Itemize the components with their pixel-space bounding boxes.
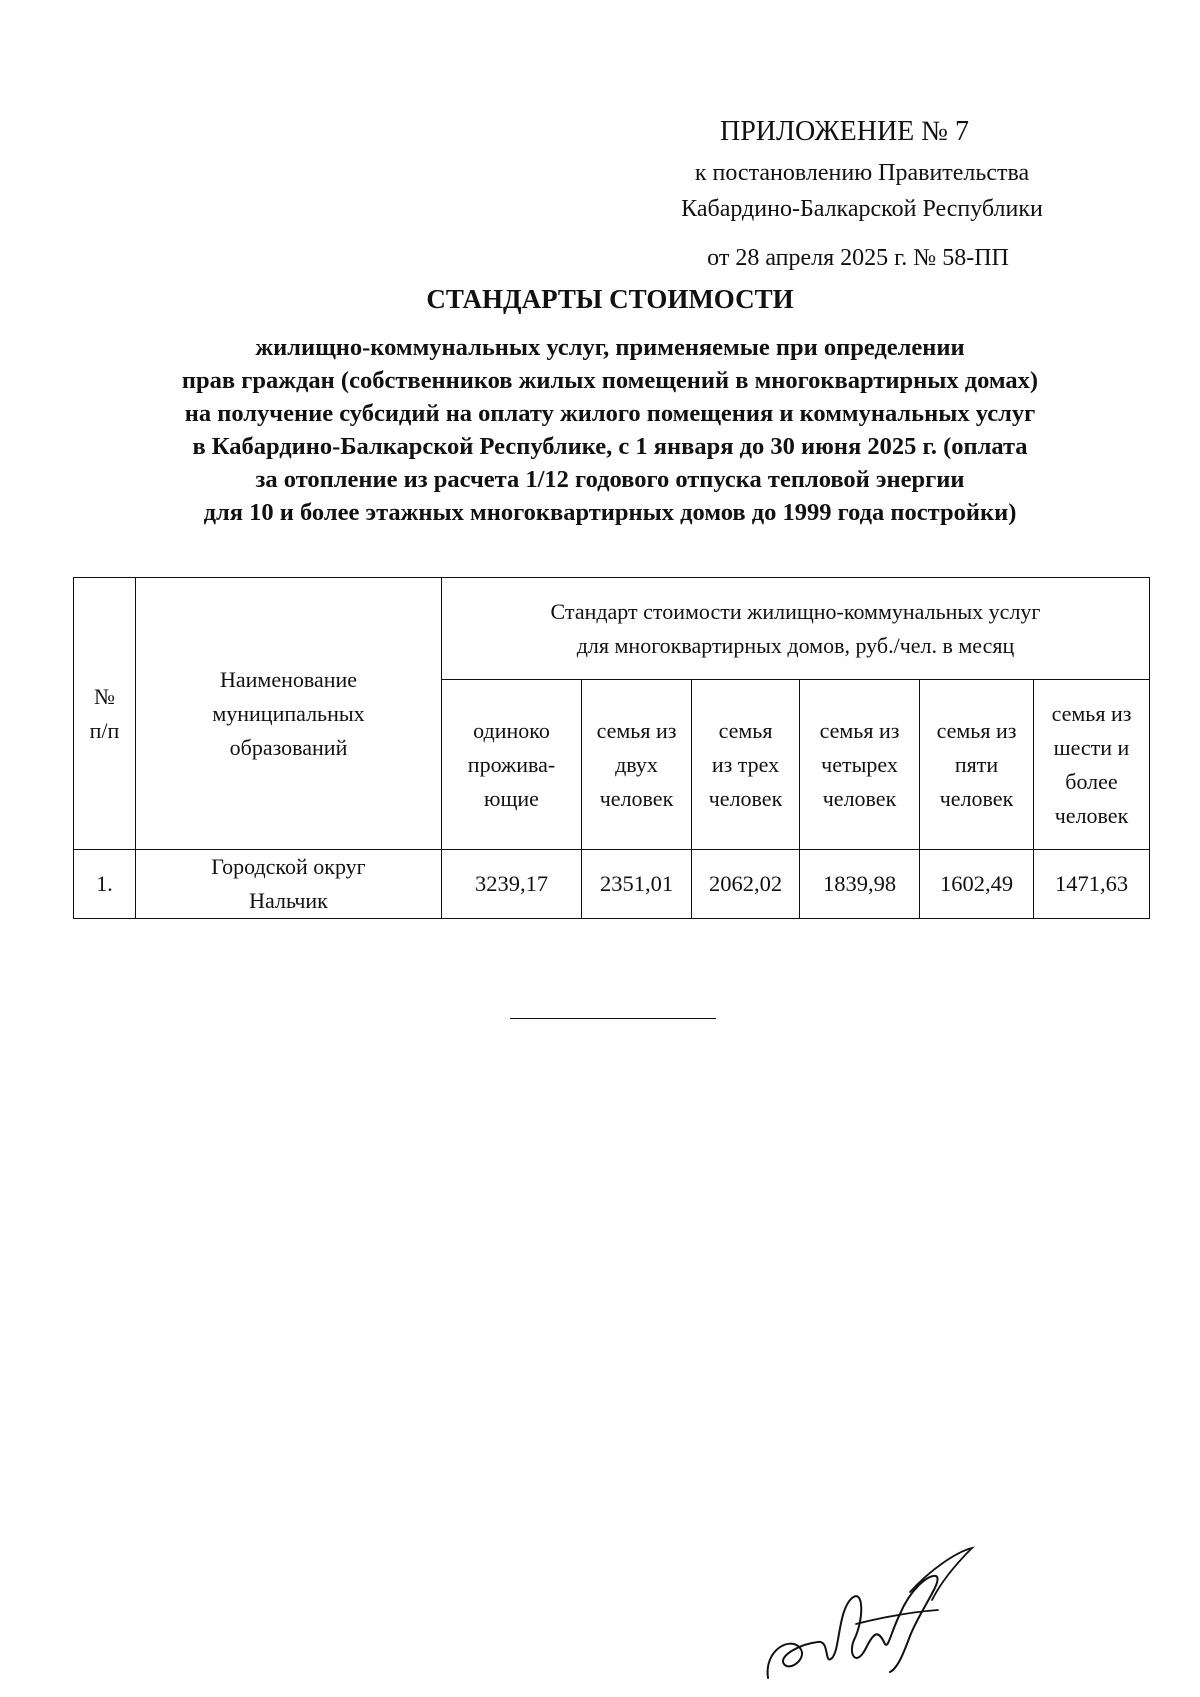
document-title: СТАНДАРТЫ СТОИМОСТИ (426, 284, 794, 314)
table-header-row (74, 578, 1150, 680)
value-two-persons: 2351,01 (582, 850, 692, 919)
handwritten-signature (760, 1540, 980, 1690)
subtitle-line: на получение субсидий на оплату жилого помещения и коммунальных услуг (184, 400, 1036, 427)
column-header-single: одиноко прожива- ющие (442, 680, 582, 850)
column-header-five-persons: семья из пяти человек (920, 680, 1034, 850)
column-group-header-text: Стандарт стоимости жилищно-коммунальных услуг для многоквартирных домов, руб./чел. в месяц (550, 598, 1041, 658)
value-six-plus-persons: 1471,63 (1034, 850, 1150, 919)
subtitle-line: для 10 и более этажных многоквартирных домов до 1999 года постройки) (203, 499, 1017, 526)
municipality-name: Городской округ Нальчик (136, 850, 442, 919)
value-five-persons: 1602,49 (920, 850, 1034, 919)
decree-reference-line-2: Кабардино-Балкарской Республики (681, 196, 1043, 222)
column-header-six-plus-persons: семья из шести и более человек (1034, 680, 1150, 850)
column-header-number-text: № п/п (89, 683, 120, 743)
subtitle-line: в Кабардино-Балкарской Республике, с 1 января до 30 июня 2025 г. (оплата (192, 433, 1028, 460)
document-end-line (510, 1018, 716, 1019)
table-row (74, 850, 1150, 919)
decree-date-number: от 28 апреля 2025 г. № 58-ПП (707, 245, 1009, 271)
appendix-label: ПРИЛОЖЕНИЕ № 7 (720, 116, 969, 147)
cost-standards-table (73, 577, 1150, 919)
column-header-four-persons: семья из четырех человек (800, 680, 920, 850)
column-header-name-text: Наименование муниципальных образований (212, 666, 365, 760)
subtitle-line: жилищно-коммунальных услуг, применяемые при определении (255, 334, 965, 361)
column-header-two-persons: семья из двух человек (582, 680, 692, 850)
column-header-name (136, 578, 442, 850)
document-subtitle (60, 331, 1160, 529)
subtitle-line: прав граждан (собственников жилых помещений в многоквартирных домах) (181, 367, 1039, 394)
value-four-persons: 1839,98 (800, 850, 920, 919)
subtitle-line: за отопление из расчета 1/12 годового отпуска тепловой энергии (255, 466, 965, 493)
row-number: 1. (74, 850, 136, 919)
column-group-header (442, 578, 1150, 680)
value-single: 3239,17 (442, 850, 582, 919)
column-header-number (74, 578, 136, 850)
decree-reference-line-1: к постановлению Правительства (694, 160, 1030, 186)
column-header-three-persons: семья из трех человек (692, 680, 800, 850)
value-three-persons: 2062,02 (692, 850, 800, 919)
